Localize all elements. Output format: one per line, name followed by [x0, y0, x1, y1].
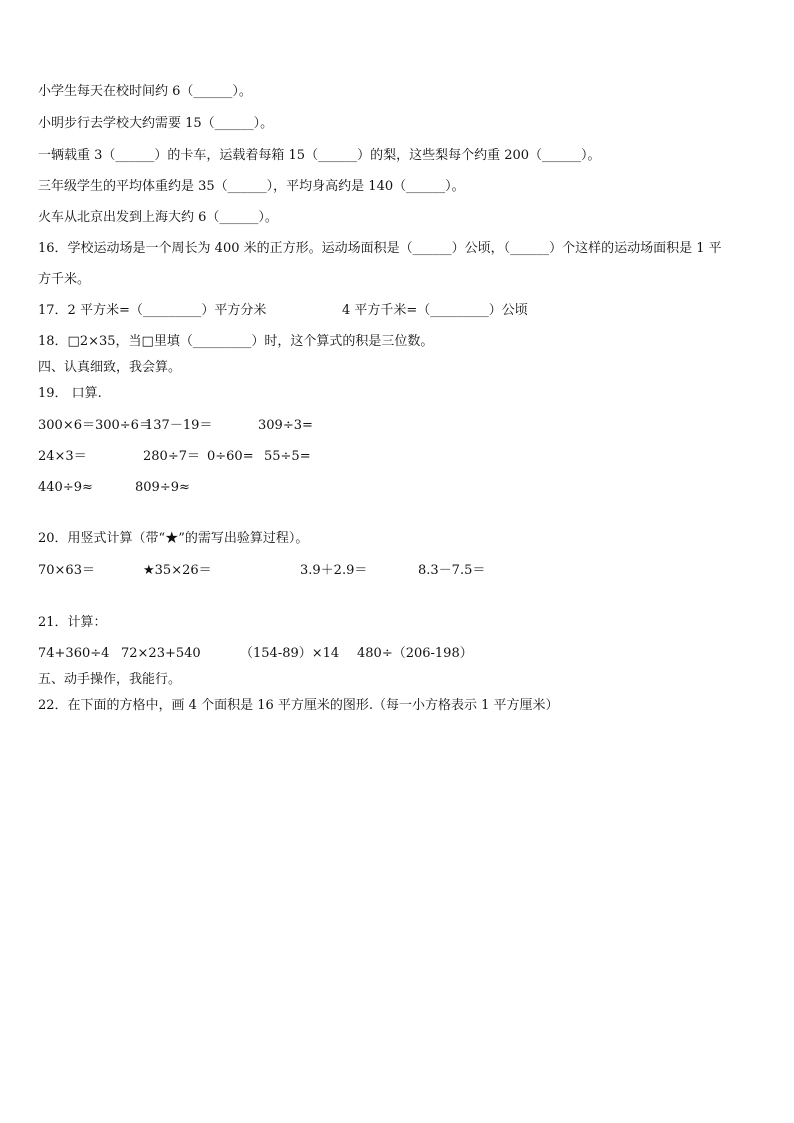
calc-19-3: 309÷3=	[258, 418, 313, 433]
question-16-line-2: 方千米。	[38, 272, 91, 287]
question-20-title: 20．用竖式计算（带“★”的需写出验算过程）。	[38, 531, 309, 546]
calc-20-1: 70×63＝	[38, 563, 95, 578]
calc-20-2: ★35×26＝	[143, 563, 212, 578]
calc-19-4: 24×3＝	[38, 449, 87, 464]
question-17b: 4 平方千米=（_________）公顷	[342, 303, 528, 318]
calc-19-7: 55÷5=	[264, 449, 311, 464]
section-5-heading: 五、动手操作，我能行。	[38, 672, 182, 687]
question-19-title: 19． 口算.	[38, 386, 102, 401]
question-walk-time: 小明步行去学校大约需要 15（______）。	[38, 116, 274, 131]
question-16-line-1: 16．学校运动场是一个周长为 400 米的正方形。运动场面积是（______）公顷，（______）个这样的运动场面积是 1 平	[38, 241, 722, 256]
question-truck-load: 一辆载重 3（______）的卡车，运载着每箱 15（______）的梨，这些梨每个约重 200（______）。	[38, 148, 601, 163]
calc-21-4: 480÷（206-198）	[357, 646, 473, 661]
calc-19-8: 440÷9≈	[38, 480, 93, 495]
calc-19-6: 0÷60=	[207, 449, 254, 464]
question-student-weight-height: 三年级学生的平均体重约是 35（______），平均身高约是 140（______）。	[38, 179, 465, 194]
section-4-heading: 四、认真细致，我会算。	[38, 360, 182, 375]
calc-21-1: 74+360÷4	[38, 646, 110, 661]
question-train-time: 火车从北京出发到上海大约 6（______）。	[38, 210, 278, 225]
calc-19-1: 300×6＝300÷6＝	[38, 418, 152, 433]
question-17a: 17．2 平方米=（_________）平方分米	[38, 303, 267, 318]
calc-20-4: 8.3－7.5＝	[418, 563, 486, 578]
calc-19-5: 280÷7＝	[143, 449, 200, 464]
question-18: 18．□2×35，当□里填（_________）时，这个算式的积是三位数。	[38, 334, 434, 349]
calc-21-3: （154-89）×14	[240, 646, 340, 661]
calc-19-9: 809÷9≈	[135, 480, 190, 495]
question-school-time: 小学生每天在校时间约 6（______）。	[38, 84, 252, 99]
calc-19-2: 137－19＝	[145, 418, 213, 433]
calc-20-3: 3.9＋2.9＝	[300, 563, 368, 578]
calc-21-2: 72×23+540	[121, 646, 201, 661]
question-22: 22．在下面的方格中，画 4 个面积是 16 平方厘米的图形.（每一小方格表示 1 平方厘米）	[38, 698, 559, 713]
question-21-title: 21．计算：	[38, 615, 107, 630]
